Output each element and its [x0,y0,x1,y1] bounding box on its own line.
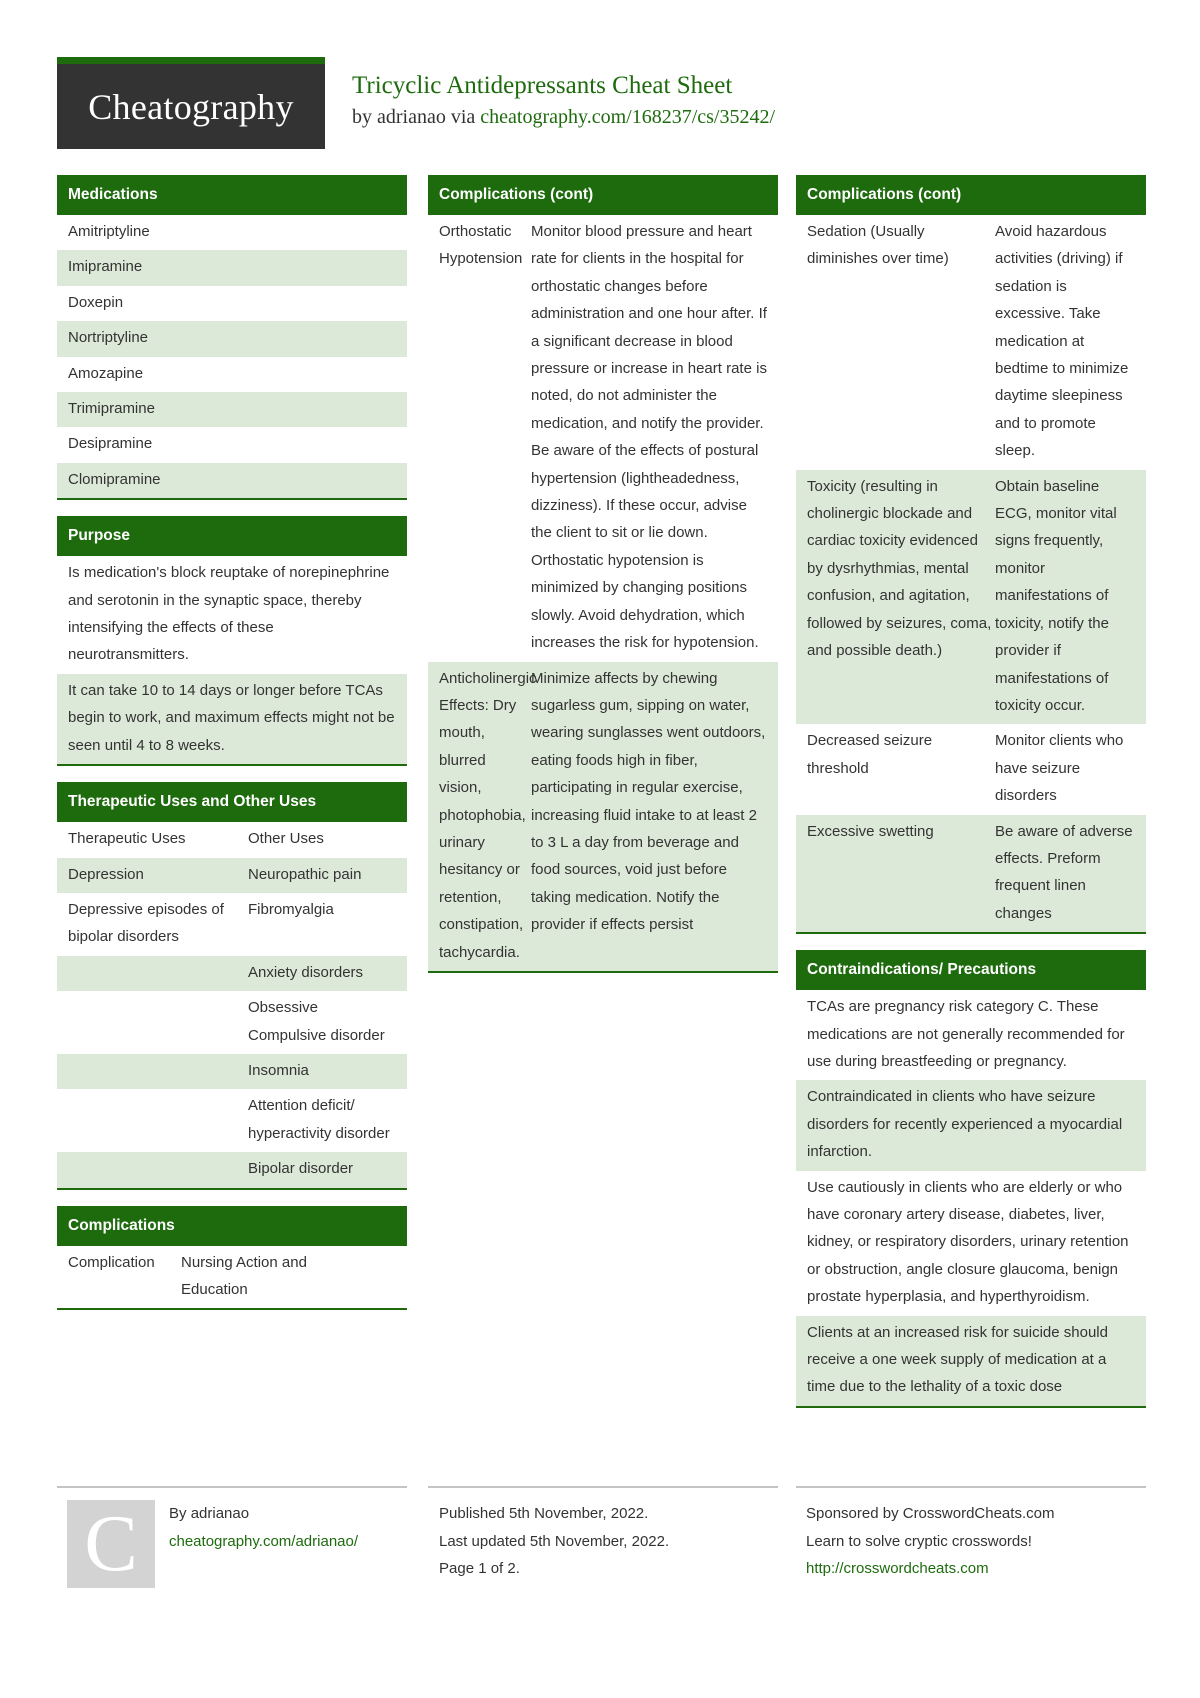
uses-row [57,1054,407,1089]
page-title: Tricyclic Antidepressants Cheat Sheet [352,72,733,99]
nursing-action-cell: Minimize affects by chewing sugarless gum, sipping on water, wearing sunglasses went outdoors, eating foods high in fiber, participating in regular exercise, increasing fluid intake to at least 2 to 3 L a day from beverage and food sources, void just before taking medication. Notify the provider if effects persist [531,669,766,934]
sponsor-tagline: Learn to solve cryptic crosswords! [806,1532,1032,1550]
uses-row [57,1089,407,1152]
sponsor-block [806,1500,1054,1583]
column-3 [796,175,1146,1424]
uses-cell-other: Anxiety disorders [248,963,364,981]
medication-item: Trimipramine [57,392,407,427]
footer-divider [57,1486,407,1488]
uses-heading: Therapeutic Uses and Other Uses [57,782,407,822]
contraindications-section [796,950,1146,1408]
complications-row [428,662,778,971]
medication-item: Nortriptyline [57,321,407,356]
medication-item: Amitriptyline [57,215,407,250]
updated-date: Last updated 5th November, 2022. [439,1532,670,1550]
contraindication-item: Contraindicated in clients who have seizure disorders for recently experienced a myocardial infarction. [796,1080,1146,1170]
uses-row [57,822,407,857]
uses-row [57,991,407,1054]
nursing-action-cell: Monitor blood pressure and heart rate for clients in the hospital for orthostatic changes before administration and one hour after. If a significant decrease in blood pressure or increase in heart rate is noted, do not administer the medication, and notify the provider. Be aware of the effects of postural hypertension (lightheadedness, dizziness). If these occur, advise the client to sit or lie down. Orthostatic hypotension is minimized by changing positions slowly. Avoid dehydration, which increases the risk for hypotension. [531,223,767,652]
medication-item: Amozapine [57,357,407,392]
contraindication-item: Use cautiously in clients who are elderly or who have coronary artery disease, diabetes, liver, kidney, or respiratory disorders, urinary retention or obstruction, angle closure glaucoma, benign prostate hyperplasia, and hyperthyroidism. [796,1171,1146,1316]
uses-cell-therapeutic [68,1057,248,1084]
column-1 [57,175,407,1326]
uses-cell-other: Bipolar disorder [248,1160,354,1178]
medications-heading: Medications [57,175,407,215]
complications-cont-section-2 [796,175,1146,934]
nursing-action-cell: Nursing Action and Education [181,1253,307,1298]
contraindication-item: TCAs are pregnancy risk category C. These medications are not generally recommended for use during breastfeeding or pregnancy. [796,990,1146,1080]
purpose-heading: Purpose [57,516,407,556]
uses-cell-therapeutic: Depressive episodes of bipolar disorders [68,900,224,946]
uses-row [57,956,407,991]
footer-divider [428,1486,778,1488]
nursing-action-cell: Be aware of adverse effects. Preform frequent linen changes [995,822,1133,922]
author-name: adrianao [190,1505,250,1522]
cheatography-logo[interactable]: Cheatography [57,57,325,149]
complications-row [796,215,1146,470]
purpose-list [57,556,407,764]
sponsor-link[interactable]: http://crosswordcheats.com [806,1560,989,1577]
uses-row [57,893,407,956]
complications-section [57,1206,407,1311]
complications-row [796,724,1146,814]
uses-cell-therapeutic: Therapeutic Uses [68,830,186,848]
uses-cell-therapeutic: Depression [68,865,144,883]
column-2 [428,175,778,989]
uses-section [57,782,407,1189]
medications-list [57,215,407,498]
medication-item: Clomipramine [57,463,407,498]
uses-cell-other: Neuropathic pain [248,865,362,883]
publish-info [439,1500,669,1583]
author-line [169,1500,358,1528]
medication-item: Desipramine [57,427,407,462]
purpose-section [57,516,407,766]
medication-item: Doxepin [57,286,407,321]
nursing-action-cell: Obtain baseline ECG, monitor vital signs frequently, monitor manifestations of toxicity, notify the provider if manifestations of toxicity occur. [995,477,1117,714]
contraindications-list [796,990,1146,1406]
complication-cell: Anticholinergic Effects: Dry mouth, blurred vision, photophobia, urinary hesitancy or retention, constipation, tachycardia. [439,669,537,961]
author-prefix: By [169,1505,191,1522]
author-avatar[interactable]: C [67,1500,155,1588]
complications-table [57,1246,407,1309]
complications-row [428,215,778,662]
sponsor-line [806,1500,1054,1528]
contraindication-item: Clients at an increased risk for suicide should receive a one week supply of medication at a time due to the lethality of a toxic dose [796,1316,1146,1406]
complications-row [796,815,1146,933]
uses-cell-other: Fibromyalgia [248,900,334,918]
complications-row [57,1246,407,1309]
complications-cont-table [796,215,1146,932]
purpose-item: Is medication's block reuptake of norepinephrine and serotonin in the synaptic space, thereby intensifying the effects of these neurotransmitters. [57,556,407,674]
complication-cell: Toxicity (resulting in cholinergic blockade and cardiac toxicity evidenced by dysrhythmias, mental confusion, and agitation, followed by seizures, coma, and possible death.) [807,477,992,660]
sponsor-name[interactable]: CrosswordCheats.com [902,1505,1055,1522]
complications-heading: Complications [57,1206,407,1246]
page-number: Page 1 of 2. [439,1560,520,1577]
subtitle-prefix: by adrianao via [352,106,481,128]
uses-cell-therapeutic [68,1092,248,1147]
published-date: Published 5th November, 2022. [439,1505,649,1522]
uses-row [57,858,407,893]
sponsor-prefix: Sponsored by [806,1505,903,1522]
footer-divider [796,1486,1146,1488]
complications-cont-table [428,215,778,971]
uses-row [57,1152,407,1187]
complications-row [796,470,1146,725]
uses-cell-therapeutic [68,1155,248,1182]
page-subtitle [352,106,775,129]
uses-cell-therapeutic [68,994,248,1049]
purpose-item: It can take 10 to 14 days or longer before TCAs begin to work, and maximum effects might not be seen until 4 to 8 weeks. [57,674,407,764]
uses-cell-therapeutic [68,959,248,986]
complications-cont-section-1 [428,175,778,973]
uses-cell-other: Obsessive Compulsive disorder [248,999,385,1044]
nursing-action-cell: Avoid hazardous activities (driving) if sedation is excessive. Take medication at bedtime to minimize daytime sleepiness and to promote sleep. [995,223,1129,460]
contraindications-heading: Contraindications/ Precautions [796,950,1146,990]
uses-cell-other: Other Uses [248,830,324,848]
subtitle-url-link[interactable]: cheatography.com/168237/cs/35242/ [480,106,776,128]
complication-cell: Decreased seizure threshold [807,732,933,777]
complication-cell: Complication [68,1253,155,1271]
complications-cont-heading: Complications (cont) [796,175,1146,215]
author-profile-link[interactable]: cheatography.com/adrianao/ [169,1532,359,1550]
complication-cell: Sedation (Usually diminishes over time) [807,223,949,268]
medication-item: Imipramine [57,250,407,285]
author-block [169,1500,358,1555]
complications-cont-heading: Complications (cont) [428,175,778,215]
uses-table [57,822,407,1187]
nursing-action-cell: Monitor clients who have seizure disorders [995,732,1124,805]
complication-cell: Excessive swetting [807,822,934,840]
medications-section [57,175,407,500]
complication-cell: Orthostatic Hypotension [439,223,523,268]
uses-cell-other: Attention deficit/ hyperactivity disorder [248,1097,390,1142]
uses-cell-other: Insomnia [248,1061,309,1079]
